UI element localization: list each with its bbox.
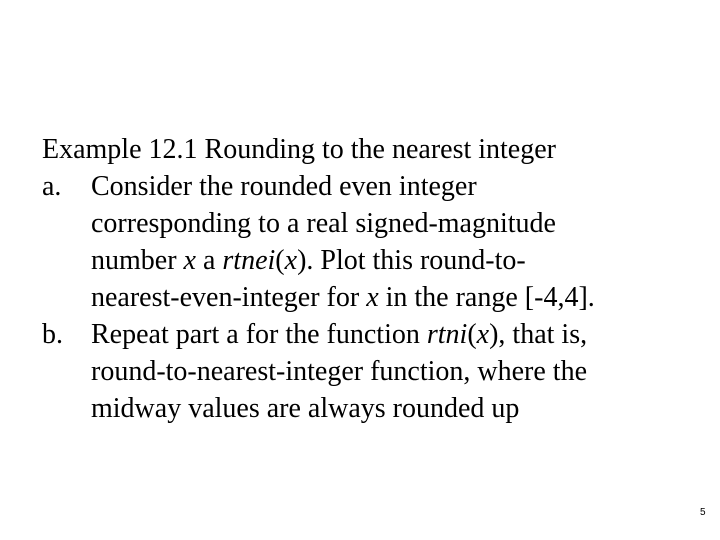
italic-term: x	[284, 245, 298, 276]
italic-term: rtnei	[222, 245, 276, 276]
item-a	[42, 168, 682, 316]
text-line: Consider the rounded even integer	[91, 171, 477, 202]
text-line: nearest-even-integer for x in the range [-4,4].	[91, 282, 595, 313]
item-a-marker: a.	[42, 171, 62, 202]
text-line: midway values are always rounded up	[91, 393, 520, 424]
item-b-text	[91, 316, 682, 427]
italic-term: x	[366, 282, 379, 313]
slide-body	[42, 131, 682, 427]
italic-term: x	[183, 245, 196, 276]
item-a-text	[91, 168, 682, 316]
text-line: Repeat part a for the function rtni(x), that is,	[91, 319, 588, 350]
item-b-marker: b.	[42, 319, 63, 350]
text-line: number x a rtnei(x). Plot this round-to-	[91, 245, 526, 276]
example-heading: Example 12.1 Rounding to the nearest integer	[42, 134, 556, 165]
italic-term: rtni	[426, 319, 468, 350]
page-number: 5	[700, 507, 706, 518]
text-line: corresponding to a real signed-magnitude	[91, 208, 556, 239]
italic-term: x	[476, 319, 490, 350]
text-line: round-to-nearest-integer function, where the	[91, 356, 588, 387]
item-b	[42, 316, 682, 427]
